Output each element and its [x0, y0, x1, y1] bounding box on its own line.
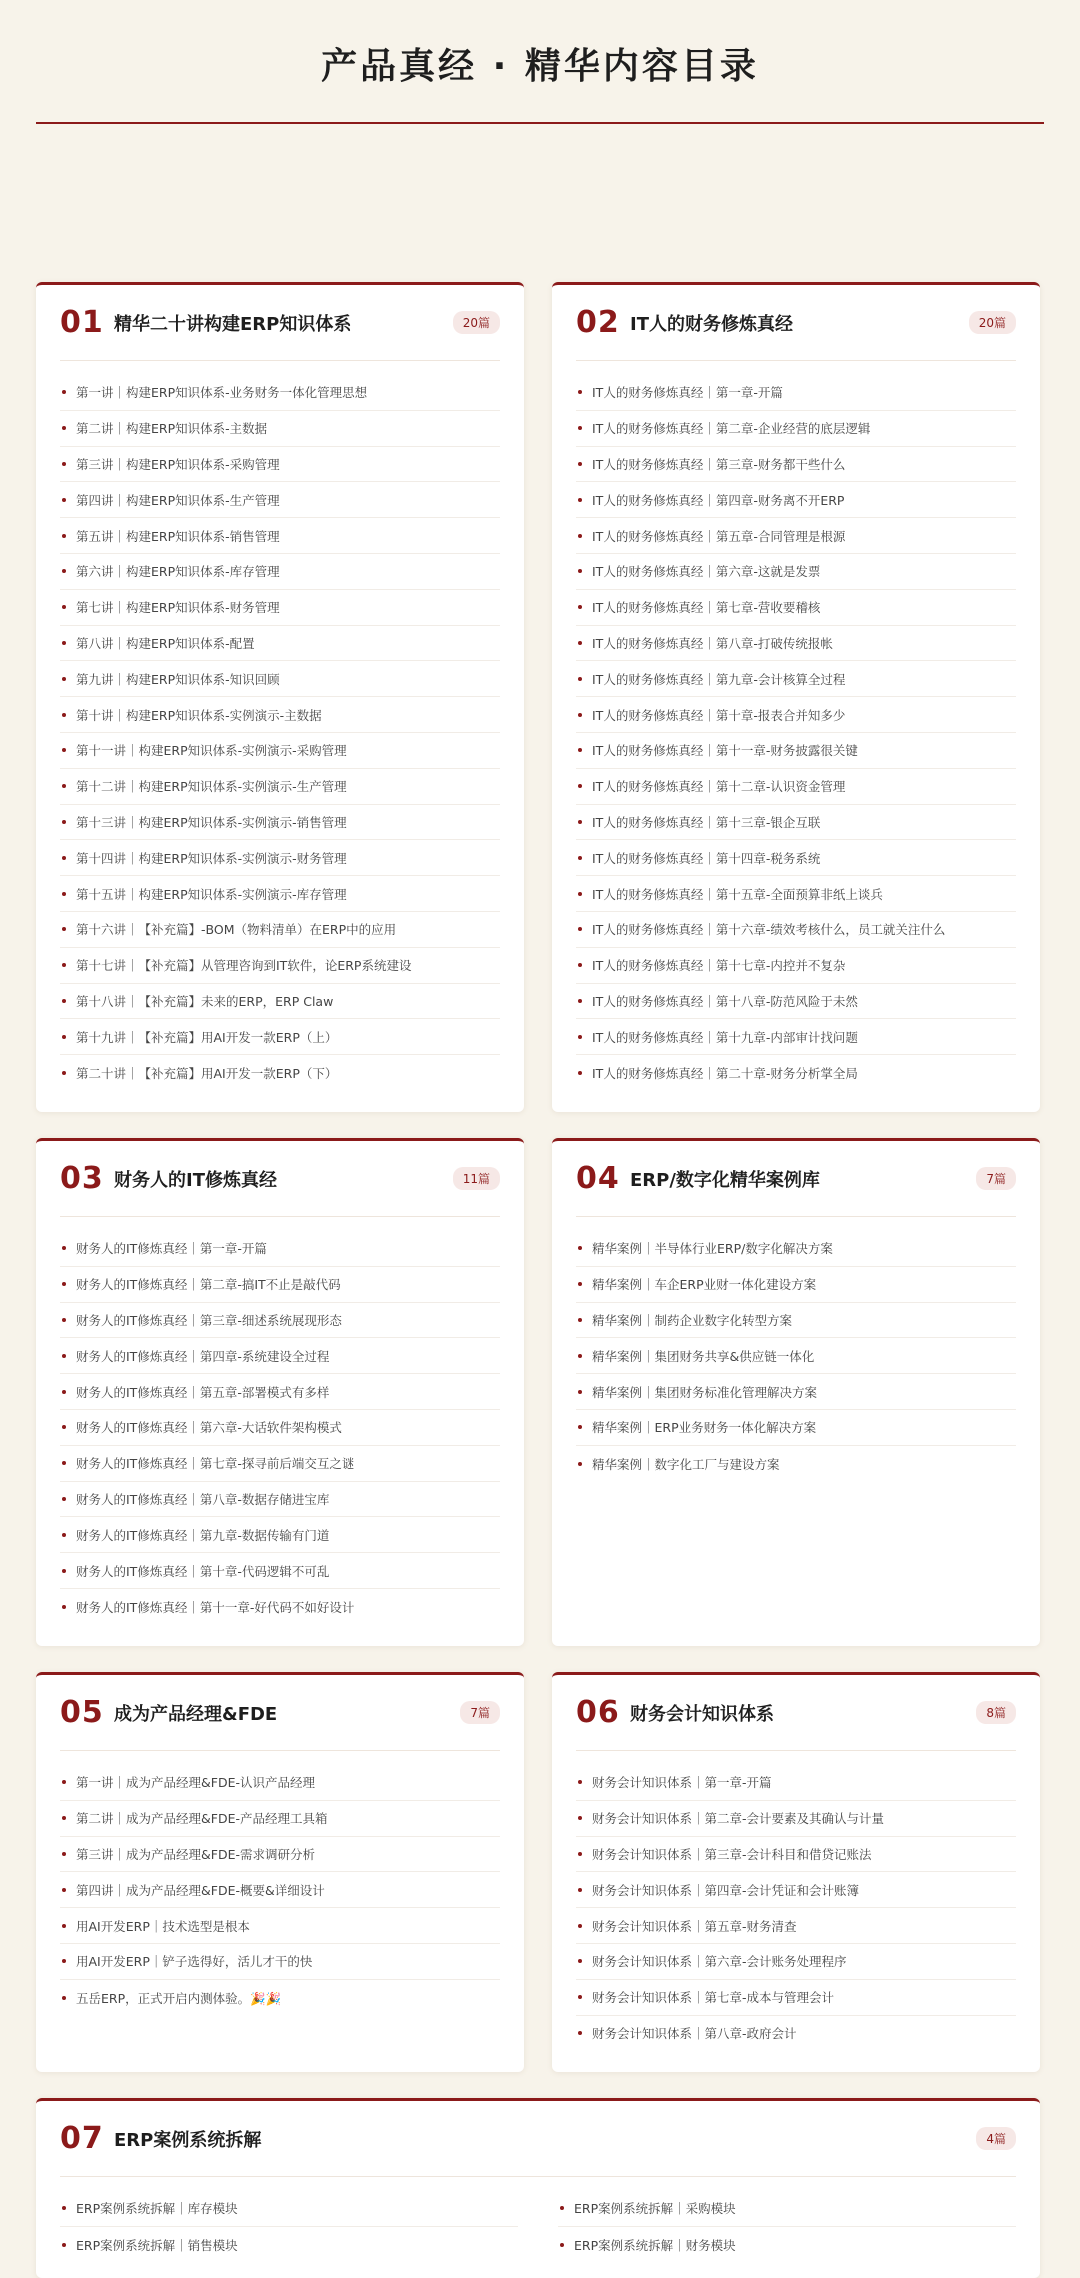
article-title: 第二讲｜构建ERP知识体系-主数据 — [76, 421, 268, 437]
section-card-05 — [36, 1672, 524, 2072]
article-link[interactable] — [60, 1801, 500, 1837]
page-header — [36, 0, 1044, 124]
article-title: 财务会计知识体系｜第三章-会计科目和借贷记账法 — [592, 1846, 872, 1862]
bullet-dot-icon — [578, 1852, 582, 1856]
article-link[interactable] — [576, 1908, 1016, 1944]
article-title: 第十四讲｜构建ERP知识体系-实例演示-财务管理 — [76, 850, 347, 866]
bullet-dot-icon — [62, 856, 66, 860]
bullet-dot-icon — [62, 1888, 66, 1892]
bullet-dot-icon — [62, 498, 66, 502]
article-title: 用AI开发ERP｜技术选型是根本 — [76, 1918, 250, 1934]
article-title: IT人的财务修炼真经｜第十八章-防范风险于未然 — [592, 993, 858, 1009]
section-number: 07 — [60, 2121, 104, 2156]
article-link[interactable] — [558, 2191, 1016, 2227]
section-card-07 — [36, 2098, 1040, 2278]
article-title: IT人的财务修炼真经｜第十三章-银企互联 — [592, 814, 821, 830]
bullet-dot-icon — [578, 426, 582, 430]
bullet-dot-icon — [62, 1569, 66, 1573]
article-title: 第六讲｜构建ERP知识体系-库存管理 — [76, 564, 280, 580]
article-title: 财务会计知识体系｜第六章-会计账务处理程序 — [592, 1954, 847, 1970]
article-link[interactable] — [60, 1410, 500, 1446]
bullet-dot-icon — [62, 462, 66, 466]
bullet-dot-icon — [62, 1425, 66, 1429]
article-title: 财务会计知识体系｜第七章-成本与管理会计 — [592, 1990, 835, 2006]
bullet-dot-icon — [578, 1035, 582, 1039]
section-number: 04 — [576, 1161, 620, 1196]
bullet-dot-icon — [62, 1780, 66, 1784]
article-title: IT人的财务修炼真经｜第一章-开篇 — [592, 385, 783, 401]
section-title[interactable]: 精华二十讲构建ERP知识体系 — [114, 313, 352, 335]
article-count-badge: 11篇 — [453, 1167, 500, 1190]
section-card-01 — [36, 282, 524, 1112]
article-link[interactable] — [576, 769, 1016, 805]
article-link[interactable] — [60, 840, 500, 876]
article-title: 精华案例｜数字化工厂与建设方案 — [592, 1456, 780, 1472]
bullet-dot-icon — [62, 534, 66, 538]
article-link[interactable] — [576, 984, 1016, 1020]
section-header — [576, 285, 1016, 361]
article-title: ERP案例系统拆解｜财务模块 — [574, 2237, 736, 2253]
article-title: IT人的财务修炼真经｜第十六章-绩效考核什么，员工就关注什么 — [592, 922, 946, 938]
bullet-dot-icon — [62, 999, 66, 1003]
bullet-dot-icon — [62, 748, 66, 752]
bullet-dot-icon — [578, 963, 582, 967]
article-link[interactable] — [60, 411, 500, 447]
article-link[interactable] — [576, 912, 1016, 948]
article-title: IT人的财务修炼真经｜第三章-财务都干些什么 — [592, 456, 846, 472]
section-title[interactable]: 财务人的IT修炼真经 — [114, 1169, 277, 1191]
article-link[interactable] — [576, 1303, 1016, 1339]
article-link[interactable] — [60, 805, 500, 841]
article-title: 第一讲｜构建ERP知识体系-业务财务一体化管理思想 — [76, 385, 368, 401]
article-link[interactable] — [60, 733, 500, 769]
article-link[interactable] — [576, 375, 1016, 411]
bullet-dot-icon — [578, 1816, 582, 1820]
bullet-dot-icon — [62, 1246, 66, 1250]
section-title[interactable]: IT人的财务修炼真经 — [630, 313, 793, 335]
article-title: 第十七讲｜【补充篇】从管理咨询到IT软件，论ERP系统建设 — [76, 958, 412, 974]
section-header — [576, 1675, 1016, 1751]
article-title: 第五讲｜构建ERP知识体系-销售管理 — [76, 528, 280, 544]
article-link[interactable] — [60, 626, 500, 662]
bullet-dot-icon — [62, 892, 66, 896]
bullet-dot-icon — [62, 1071, 66, 1075]
article-title: ERP案例系统拆解｜采购模块 — [574, 2201, 736, 2217]
article-title: 第八讲｜构建ERP知识体系-配置 — [76, 635, 255, 651]
section-header — [576, 1141, 1016, 1217]
bullet-dot-icon — [62, 1035, 66, 1039]
article-list-left — [60, 2191, 518, 2263]
article-link[interactable] — [60, 1872, 500, 1908]
bullet-dot-icon — [62, 820, 66, 824]
article-title: 精华案例｜半导体行业ERP/数字化解决方案 — [592, 1241, 833, 1257]
section-number: 02 — [576, 305, 620, 340]
article-link[interactable] — [576, 626, 1016, 662]
article-title: ERP案例系统拆解｜库存模块 — [76, 2201, 238, 2217]
article-link[interactable] — [576, 1019, 1016, 1055]
bullet-dot-icon — [62, 2206, 66, 2210]
article-link[interactable] — [576, 840, 1016, 876]
bullet-dot-icon — [62, 1318, 66, 1322]
article-link[interactable] — [60, 1553, 500, 1589]
article-list — [576, 361, 1016, 1091]
section-header — [60, 285, 500, 361]
article-link[interactable] — [60, 697, 500, 733]
article-link[interactable] — [60, 661, 500, 697]
bullet-dot-icon — [62, 426, 66, 430]
article-title: 第四讲｜成为产品经理&FDE-概要&详细设计 — [76, 1882, 325, 1898]
bullet-dot-icon — [578, 1318, 582, 1322]
article-link[interactable] — [60, 1446, 500, 1482]
article-link[interactable] — [60, 1374, 500, 1410]
section-number: 06 — [576, 1695, 620, 1730]
article-link[interactable] — [576, 411, 1016, 447]
article-title: 第二讲｜成为产品经理&FDE-产品经理工具箱 — [76, 1811, 328, 1827]
bullet-dot-icon — [62, 2243, 66, 2247]
article-title: 第十讲｜构建ERP知识体系-实例演示-主数据 — [76, 707, 322, 723]
article-title: 第七讲｜构建ERP知识体系-财务管理 — [76, 600, 280, 616]
article-link[interactable] — [576, 518, 1016, 554]
article-title: 财务会计知识体系｜第二章-会计要素及其确认与计量 — [592, 1811, 885, 1827]
article-title: 财务人的IT修炼真经｜第七章-探寻前后端交互之谜 — [76, 1456, 355, 1472]
bullet-dot-icon — [62, 1354, 66, 1358]
article-link[interactable] — [576, 697, 1016, 733]
article-title: 第十二讲｜构建ERP知识体系-实例演示-生产管理 — [76, 779, 347, 795]
article-link[interactable] — [576, 733, 1016, 769]
article-link[interactable] — [576, 1446, 1016, 1482]
article-title: IT人的财务修炼真经｜第二十章-财务分析掌全局 — [592, 1066, 858, 1082]
article-title: IT人的财务修炼真经｜第十一章-财务披露很关键 — [592, 743, 858, 759]
article-link[interactable] — [60, 1303, 500, 1339]
bullet-dot-icon — [62, 1924, 66, 1928]
article-link[interactable] — [60, 1837, 500, 1873]
article-link[interactable] — [576, 1801, 1016, 1837]
article-title: 财务人的IT修炼真经｜第十一章-好代码不如好设计 — [76, 1599, 355, 1615]
article-title: 财务会计知识体系｜第八章-政府会计 — [592, 2026, 797, 2042]
article-title: IT人的财务修炼真经｜第十七章-内控并不复杂 — [592, 958, 846, 974]
section-header — [60, 1141, 500, 1217]
article-link[interactable] — [576, 1837, 1016, 1873]
article-title: IT人的财务修炼真经｜第五章-合同管理是根源 — [592, 528, 846, 544]
article-title: 财务人的IT修炼真经｜第二章-搞IT不止是敲代码 — [76, 1277, 341, 1293]
article-count-badge: 7篇 — [976, 1167, 1016, 1190]
article-link[interactable] — [576, 1944, 1016, 1980]
article-title: 财务人的IT修炼真经｜第八章-数据存储进宝库 — [76, 1491, 330, 1507]
article-link[interactable] — [576, 1980, 1016, 2016]
bullet-dot-icon — [62, 1605, 66, 1609]
article-count-badge: 7篇 — [460, 1701, 500, 1724]
article-link[interactable] — [60, 984, 500, 1020]
section-number: 03 — [60, 1161, 104, 1196]
bullet-dot-icon — [578, 999, 582, 1003]
article-title: 财务人的IT修炼真经｜第九章-数据传输有门道 — [76, 1527, 330, 1543]
bullet-dot-icon — [578, 1462, 582, 1466]
article-link[interactable] — [60, 1517, 500, 1553]
article-link[interactable] — [576, 805, 1016, 841]
bullet-dot-icon — [62, 1959, 66, 1963]
article-title: IT人的财务修炼真经｜第十章-报表合并知多少 — [592, 707, 846, 723]
bullet-dot-icon — [578, 1425, 582, 1429]
section-title[interactable]: 成为产品经理&FDE — [114, 1703, 278, 1725]
article-count-badge: 20篇 — [969, 311, 1016, 334]
bullet-dot-icon — [560, 2243, 564, 2247]
article-title: ERP案例系统拆解｜销售模块 — [76, 2237, 238, 2253]
article-link[interactable] — [60, 1267, 500, 1303]
article-title: 第四讲｜构建ERP知识体系-生产管理 — [76, 492, 280, 508]
section-header — [60, 2101, 1016, 2177]
bullet-dot-icon — [578, 1071, 582, 1075]
bullet-dot-icon — [578, 1924, 582, 1928]
article-link[interactable] — [576, 948, 1016, 984]
bullet-dot-icon — [578, 1780, 582, 1784]
article-title: 财务人的IT修炼真经｜第三章-细述系统展现形态 — [76, 1312, 342, 1328]
article-link[interactable] — [576, 876, 1016, 912]
bullet-dot-icon — [578, 534, 582, 538]
bullet-dot-icon — [62, 569, 66, 573]
article-title: IT人的财务修炼真经｜第四章-财务离不开ERP — [592, 492, 845, 508]
article-title: 第二十讲｜【补充篇】用AI开发一款ERP（下） — [76, 1066, 338, 1082]
article-title: 用AI开发ERP｜铲子选得好，活儿才干的快 — [76, 1954, 313, 1970]
bullet-dot-icon — [62, 1497, 66, 1501]
article-title: 财务会计知识体系｜第五章-财务清查 — [592, 1918, 797, 1934]
article-list-right — [558, 2191, 1016, 2263]
article-link[interactable] — [60, 554, 500, 590]
section-title[interactable]: ERP/数字化精华案例库 — [630, 1169, 820, 1191]
article-link[interactable] — [60, 2191, 518, 2227]
article-title: 财务会计知识体系｜第四章-会计凭证和会计账簿 — [592, 1882, 860, 1898]
article-title: 财务会计知识体系｜第一章-开篇 — [592, 1775, 772, 1791]
bullet-dot-icon — [578, 1995, 582, 1999]
article-link[interactable] — [60, 1980, 500, 2016]
article-list — [60, 1217, 500, 1625]
article-title: IT人的财务修炼真经｜第九章-会计核算全过程 — [592, 671, 846, 687]
article-link[interactable] — [60, 1055, 500, 1091]
article-link[interactable] — [60, 1231, 500, 1267]
article-link[interactable] — [558, 2227, 1016, 2263]
article-title: 精华案例｜制药企业数字化转型方案 — [592, 1312, 793, 1328]
article-link[interactable] — [576, 1374, 1016, 1410]
article-link[interactable] — [576, 1872, 1016, 1908]
article-link[interactable] — [60, 1338, 500, 1374]
article-link[interactable] — [60, 447, 500, 483]
article-link[interactable] — [60, 2227, 518, 2263]
bullet-dot-icon — [578, 1390, 582, 1394]
article-list — [576, 1751, 1016, 2051]
article-title: IT人的财务修炼真经｜第二章-企业经营的底层逻辑 — [592, 421, 871, 437]
article-list — [60, 361, 500, 1091]
article-link[interactable] — [576, 590, 1016, 626]
article-title: 第九讲｜构建ERP知识体系-知识回顾 — [76, 671, 280, 687]
article-link[interactable] — [60, 948, 500, 984]
article-link[interactable] — [60, 1944, 500, 1980]
bullet-dot-icon — [62, 1852, 66, 1856]
article-link[interactable] — [576, 1338, 1016, 1374]
bullet-dot-icon — [578, 1246, 582, 1250]
article-link[interactable] — [60, 1765, 500, 1801]
article-link[interactable] — [576, 1765, 1016, 1801]
bullet-dot-icon — [578, 1354, 582, 1358]
article-title: IT人的财务修炼真经｜第十二章-认识资金管理 — [592, 779, 846, 795]
section-title[interactable]: ERP案例系统拆解 — [114, 2129, 262, 2151]
article-link[interactable] — [576, 482, 1016, 518]
bullet-dot-icon — [578, 641, 582, 645]
article-link[interactable] — [60, 518, 500, 554]
article-title: 第十五讲｜构建ERP知识体系-实例演示-库存管理 — [76, 886, 347, 902]
article-link[interactable] — [576, 1410, 1016, 1446]
article-title: 财务人的IT修炼真经｜第五章-部署模式有多样 — [76, 1384, 330, 1400]
bullet-dot-icon — [62, 1461, 66, 1465]
article-link[interactable] — [60, 375, 500, 411]
article-title: 精华案例｜集团财务标准化管理解决方案 — [592, 1384, 818, 1400]
article-link[interactable] — [576, 554, 1016, 590]
article-title: IT人的财务修炼真经｜第六章-这就是发票 — [592, 564, 821, 580]
article-title: 第十三讲｜构建ERP知识体系-实例演示-销售管理 — [76, 814, 347, 830]
article-link[interactable] — [60, 590, 500, 626]
bullet-dot-icon — [578, 856, 582, 860]
article-link[interactable] — [576, 2016, 1016, 2052]
bullet-dot-icon — [578, 820, 582, 824]
article-link[interactable] — [60, 1589, 500, 1625]
article-link[interactable] — [60, 876, 500, 912]
article-link[interactable] — [60, 912, 500, 948]
article-title: 第十九讲｜【补充篇】用AI开发一款ERP（上） — [76, 1029, 338, 1045]
article-link[interactable] — [576, 661, 1016, 697]
article-title: 精华案例｜ERP业务财务一体化解决方案 — [592, 1420, 817, 1436]
section-card-03 — [36, 1138, 524, 1646]
bullet-dot-icon — [62, 641, 66, 645]
bullet-dot-icon — [62, 713, 66, 717]
article-title: 五岳ERP，正式开启内测体验。🎉🎉 — [76, 1990, 282, 2006]
bullet-dot-icon — [578, 713, 582, 717]
article-title: 第十六讲｜【补充篇】-BOM（物料清单）在ERP中的应用 — [76, 922, 397, 938]
article-link[interactable] — [60, 482, 500, 518]
bullet-dot-icon — [578, 2031, 582, 2035]
section-card-04 — [552, 1138, 1040, 1646]
bullet-dot-icon — [62, 390, 66, 394]
article-link[interactable] — [576, 1231, 1016, 1267]
article-title: 第三讲｜构建ERP知识体系-采购管理 — [76, 456, 280, 472]
section-header — [60, 1675, 500, 1751]
article-link[interactable] — [576, 447, 1016, 483]
article-title: 第十八讲｜【补充篇】未来的ERP，ERP Claw — [76, 993, 334, 1009]
section-title[interactable]: 财务会计知识体系 — [630, 1703, 774, 1725]
bullet-dot-icon — [578, 569, 582, 573]
article-title: IT人的财务修炼真经｜第十四章-税务系统 — [592, 850, 821, 866]
bullet-dot-icon — [578, 498, 582, 502]
bullet-dot-icon — [578, 677, 582, 681]
article-title: IT人的财务修炼真经｜第八章-打破传统报帐 — [592, 635, 833, 651]
article-title: 财务人的IT修炼真经｜第四章-系统建设全过程 — [76, 1348, 330, 1364]
bullet-dot-icon — [62, 605, 66, 609]
bullet-dot-icon — [62, 927, 66, 931]
article-title: IT人的财务修炼真经｜第十九章-内部审计找问题 — [592, 1029, 858, 1045]
article-count-badge: 4篇 — [976, 2127, 1016, 2150]
section-number: 05 — [60, 1695, 104, 1730]
article-title: 财务人的IT修炼真经｜第一章-开篇 — [76, 1241, 267, 1257]
article-list — [576, 1217, 1016, 1482]
bullet-dot-icon — [62, 677, 66, 681]
section-number: 01 — [60, 305, 104, 340]
section-card-02 — [552, 282, 1040, 1112]
bullet-dot-icon — [578, 1959, 582, 1963]
article-link[interactable] — [60, 1482, 500, 1518]
article-link[interactable] — [60, 1019, 500, 1055]
bullet-dot-icon — [62, 1533, 66, 1537]
article-title: IT人的财务修炼真经｜第七章-营收要稽核 — [592, 600, 821, 616]
bullet-dot-icon — [578, 784, 582, 788]
article-link[interactable] — [576, 1267, 1016, 1303]
bullet-dot-icon — [560, 2206, 564, 2210]
bullet-dot-icon — [62, 784, 66, 788]
bullet-dot-icon — [62, 1282, 66, 1286]
article-link[interactable] — [60, 769, 500, 805]
article-title: 财务人的IT修炼真经｜第六章-大话软件架构模式 — [76, 1420, 342, 1436]
article-title: 第三讲｜成为产品经理&FDE-需求调研分析 — [76, 1846, 315, 1862]
article-title: 第一讲｜成为产品经理&FDE-认识产品经理 — [76, 1775, 315, 1791]
bullet-dot-icon — [578, 1888, 582, 1892]
bullet-dot-icon — [62, 1996, 66, 2000]
article-title: 精华案例｜集团财务共享&供应链一体化 — [592, 1348, 815, 1364]
page-title: 产品真经 · 精华内容目录 — [321, 45, 759, 87]
article-columns — [60, 2177, 1016, 2263]
article-count-badge: 8篇 — [976, 1701, 1016, 1724]
bullet-dot-icon — [578, 748, 582, 752]
article-title: 第十一讲｜构建ERP知识体系-实例演示-采购管理 — [76, 743, 347, 759]
bullet-dot-icon — [62, 1816, 66, 1820]
article-title: 财务人的IT修炼真经｜第十章-代码逻辑不可乱 — [76, 1563, 330, 1579]
bullet-dot-icon — [578, 1282, 582, 1286]
bullet-dot-icon — [578, 892, 582, 896]
article-title: IT人的财务修炼真经｜第十五章-全面预算非纸上谈兵 — [592, 886, 883, 902]
bullet-dot-icon — [578, 462, 582, 466]
bullet-dot-icon — [578, 390, 582, 394]
article-list — [60, 1751, 500, 2016]
bullet-dot-icon — [62, 963, 66, 967]
section-card-06 — [552, 1672, 1040, 2072]
bullet-dot-icon — [578, 605, 582, 609]
article-link[interactable] — [60, 1908, 500, 1944]
article-count-badge: 20篇 — [453, 311, 500, 334]
bullet-dot-icon — [62, 1390, 66, 1394]
article-link[interactable] — [576, 1055, 1016, 1091]
bullet-dot-icon — [578, 927, 582, 931]
article-title: 精华案例｜车企ERP业财一体化建设方案 — [592, 1277, 817, 1293]
